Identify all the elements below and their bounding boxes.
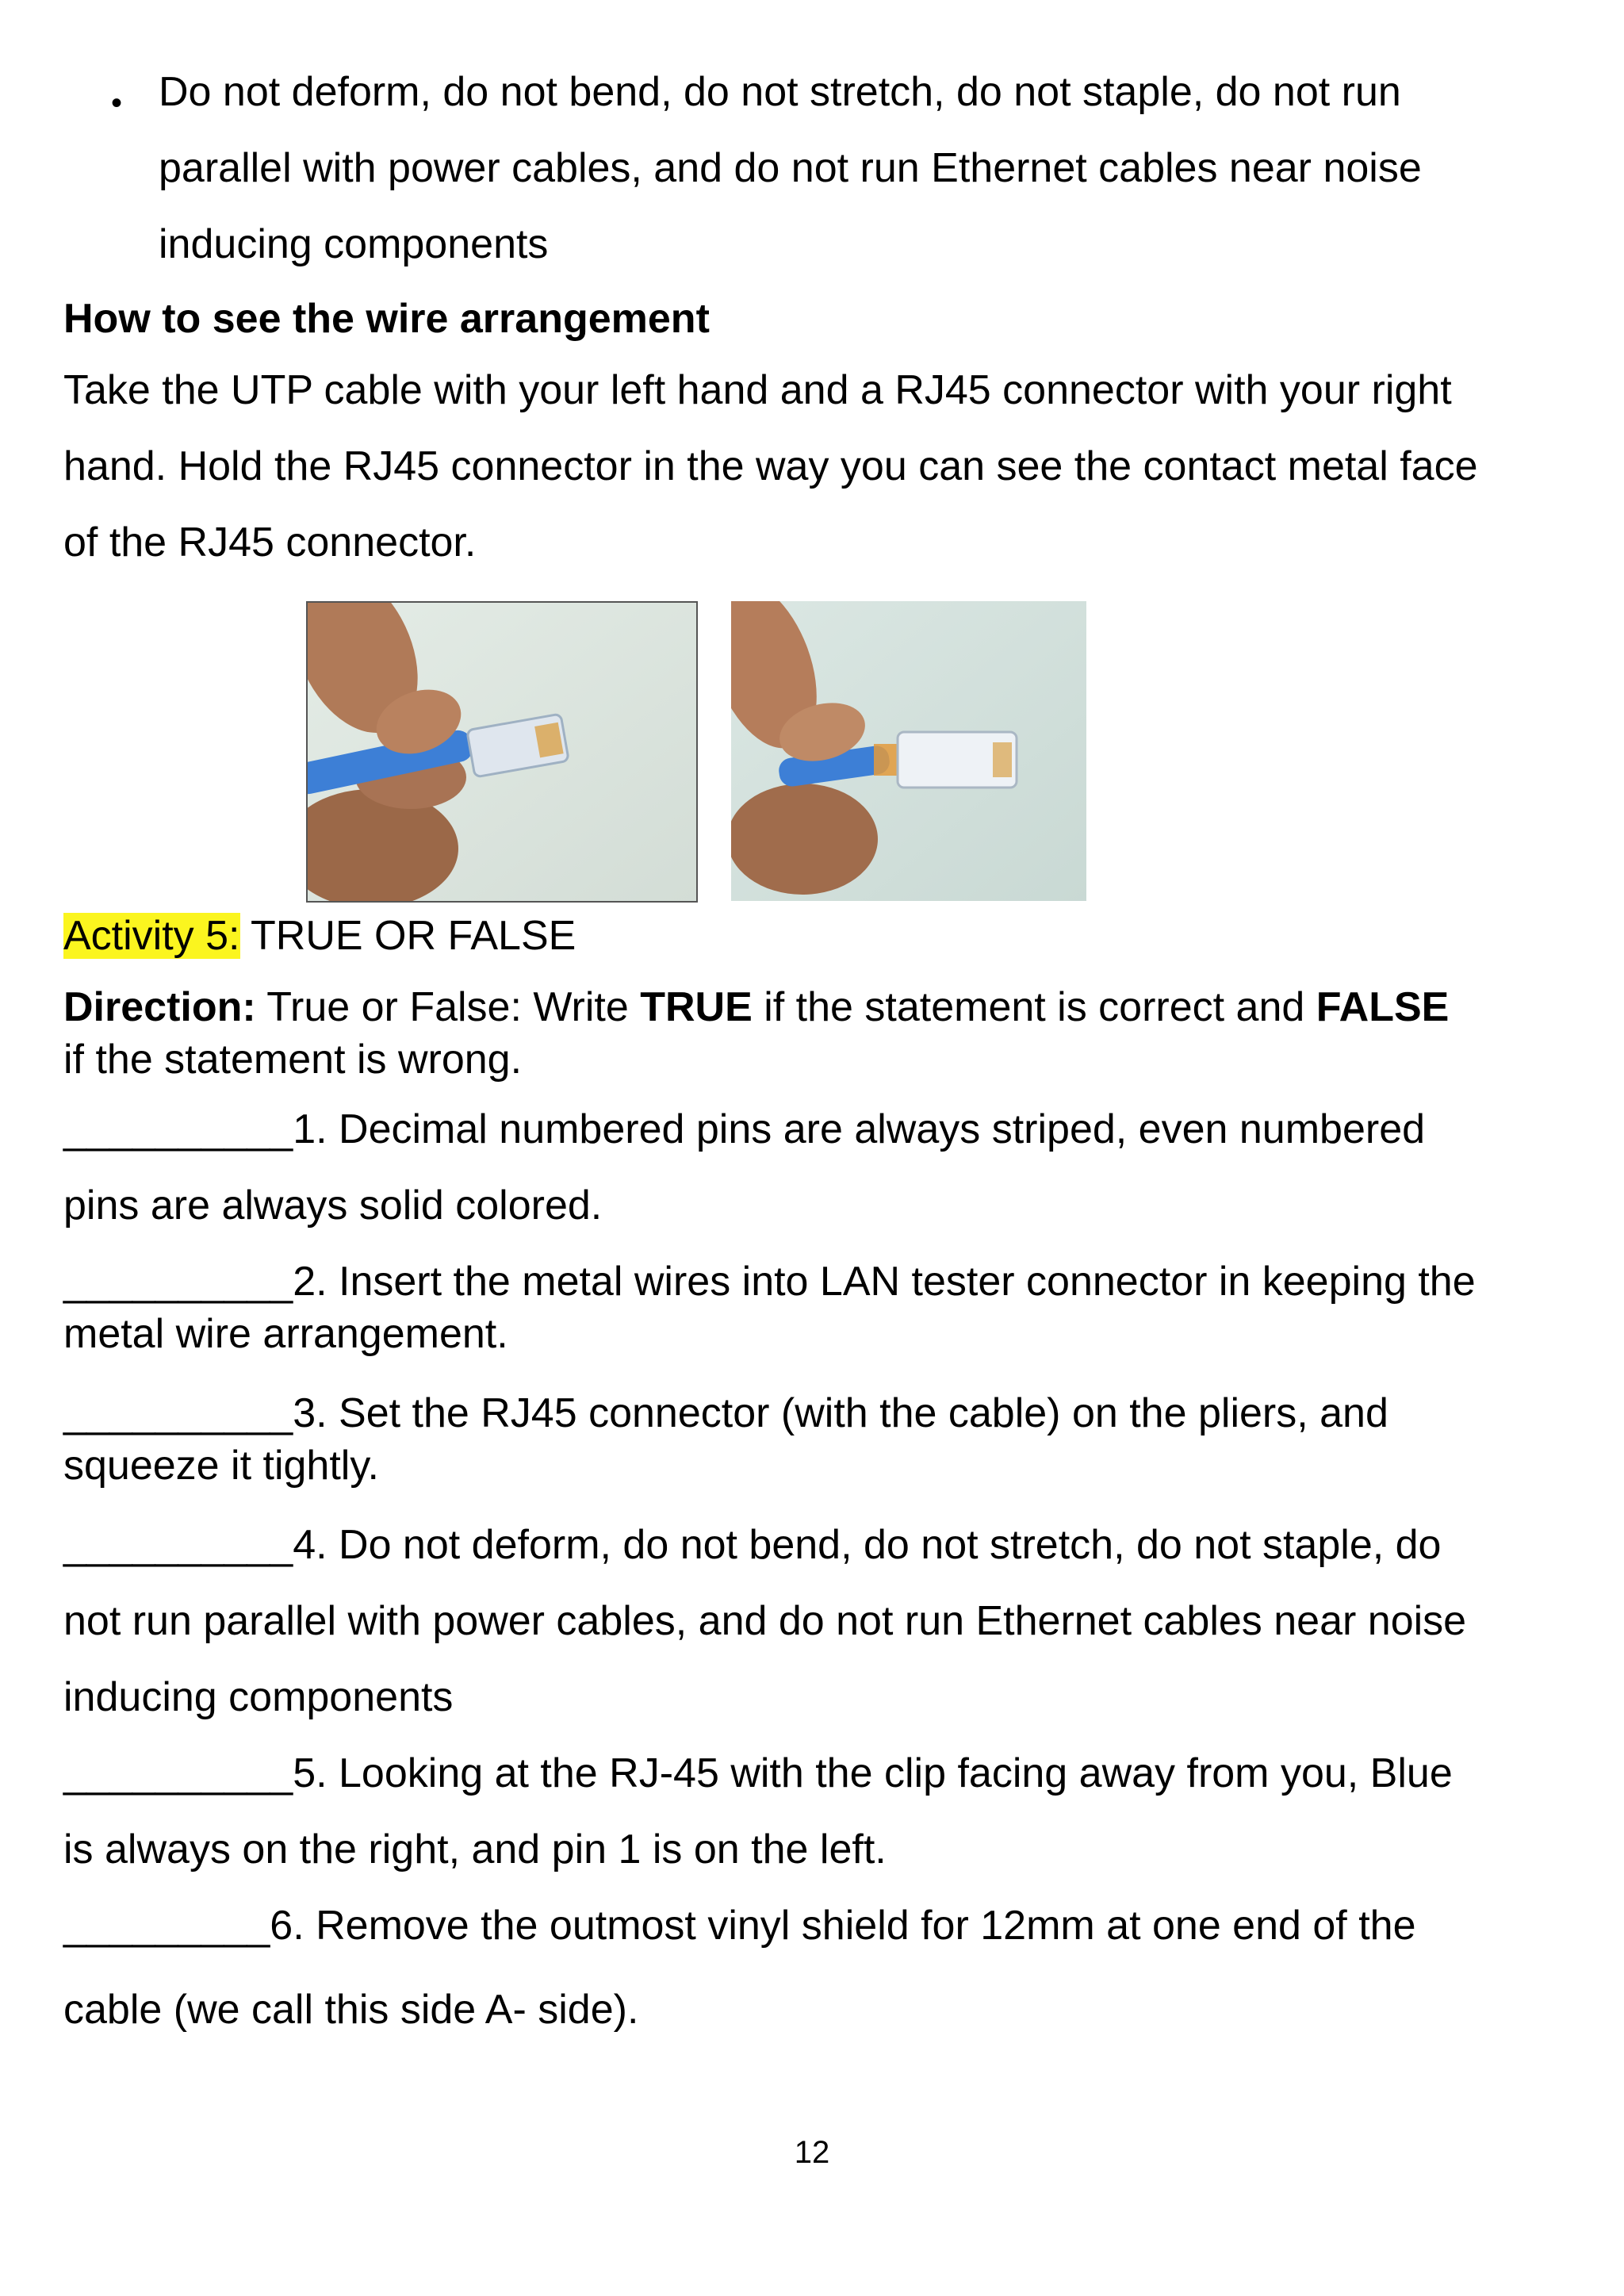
photo-hand-holding-connector-1 xyxy=(306,601,698,903)
false-keyword: FALSE xyxy=(1316,984,1450,1030)
section-line-3: of the RJ45 connector. xyxy=(63,519,477,565)
true-keyword: TRUE xyxy=(640,984,753,1030)
item-1-line-1: __________1. Decimal numbered pins are always striped, even numbered xyxy=(63,1106,1426,1152)
item-3-line-2: squeeze it tightly. xyxy=(63,1443,379,1489)
direction-text-2: if the statement is correct and xyxy=(752,984,1316,1030)
activity-label: Activity 5: xyxy=(63,913,240,959)
item-6-line-2: cable (we call this side A- side). xyxy=(63,1987,639,2033)
bullet-line-1: Do not deform, do not bend, do not stretch, do not staple, do not run xyxy=(159,69,1401,115)
photo-2-illustration xyxy=(731,601,1086,901)
item-1-line-2: pins are always solid colored. xyxy=(63,1182,603,1228)
item-2-line-2: metal wire arrangement. xyxy=(63,1311,508,1357)
item-6-line-1: _________6. Remove the outmost vinyl shield for 12mm at one end of the xyxy=(63,1903,1416,1949)
direction-label: Direction: xyxy=(63,984,256,1030)
item-2-line-1: __________2. Insert the metal wires into LAN tester connector in keeping the xyxy=(63,1259,1476,1305)
direction-line-2: if the statement is wrong. xyxy=(63,1037,523,1083)
section-line-1: Take the UTP cable with your left hand and a RJ45 connector with your right xyxy=(63,367,1452,413)
bullet-symbol: • xyxy=(111,86,123,121)
item-4-line-1: __________4. Do not deform, do not bend, do not stretch, do not staple, do xyxy=(63,1522,1442,1568)
photo-hand-holding-connector-2 xyxy=(731,601,1086,901)
item-4-line-2: not run parallel with power cables, and do not run Ethernet cables near noise xyxy=(63,1598,1467,1644)
photo-1-illustration xyxy=(308,603,696,901)
item-5-line-1: __________5. Looking at the RJ-45 with the clip facing away from you, Blue xyxy=(63,1750,1453,1796)
direction-text-1: True or False: Write xyxy=(255,984,641,1030)
bullet-line-2: parallel with power cables, and do not run Ethernet cables near noise xyxy=(159,145,1422,191)
bullet-line-3: inducing components xyxy=(159,221,549,267)
item-5-line-2: is always on the right, and pin 1 is on the left. xyxy=(63,1826,887,1872)
item-3-line-1: __________3. Set the RJ45 connector (with the cable) on the pliers, and xyxy=(63,1390,1388,1436)
page-number: 12 xyxy=(794,2135,830,2170)
activity-title xyxy=(63,912,576,960)
direction-line-1 xyxy=(63,983,1449,1031)
item-4-line-3: inducing components xyxy=(63,1674,454,1720)
section-heading: How to see the wire arrangement xyxy=(63,296,710,342)
activity-name: TRUE OR FALSE xyxy=(239,913,576,959)
section-line-2: hand. Hold the RJ45 connector in the way you can see the contact metal face xyxy=(63,443,1478,489)
